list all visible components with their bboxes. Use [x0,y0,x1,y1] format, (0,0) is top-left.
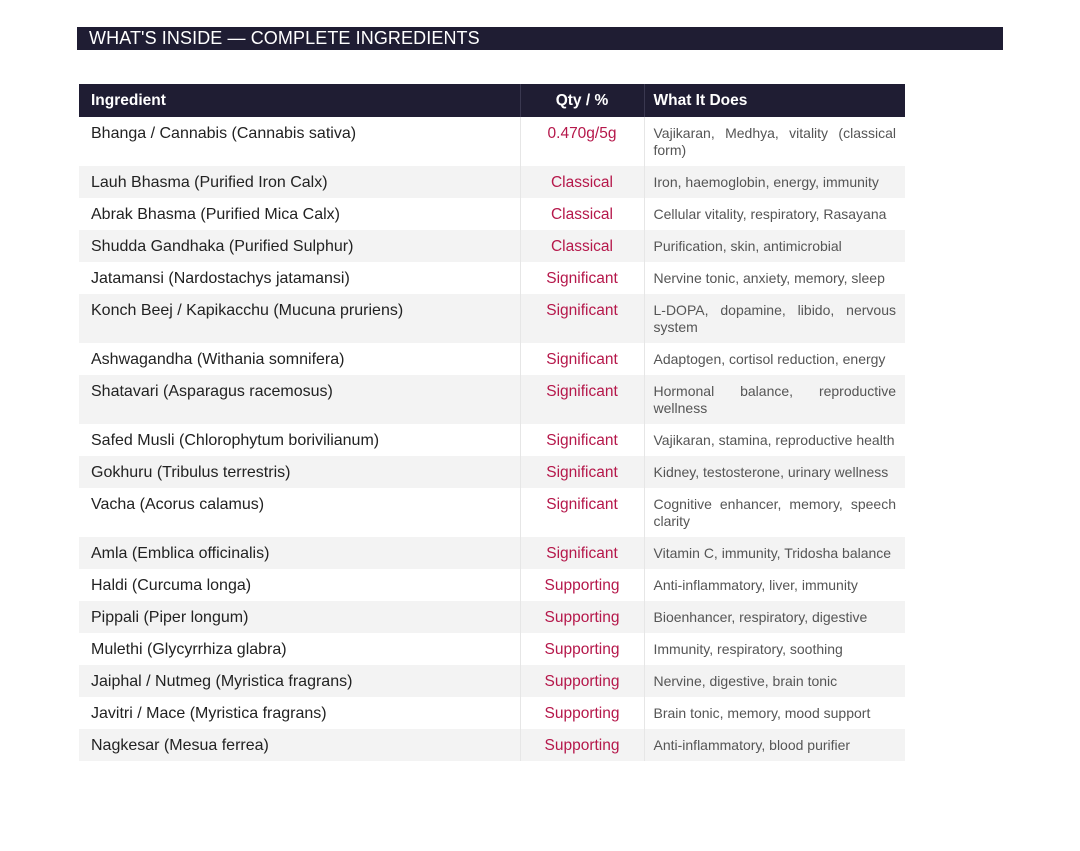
qty-cell: Significant [520,537,644,569]
table-row [79,601,905,633]
column-header-qty: Qty / % [520,84,644,117]
what-cell: Immunity, respiratory, soothing [644,633,905,665]
ingredient-cell: Haldi (Curcuma longa) [79,569,520,601]
what-cell: Iron, haemoglobin, energy, immunity [644,166,905,198]
qty-cell: Significant [520,375,644,424]
table-body [79,117,905,761]
ingredient-cell: Ashwagandha (Withania somnifera) [79,343,520,375]
ingredient-cell: Pippali (Piper longum) [79,601,520,633]
table-row [79,424,905,456]
ingredient-cell: Jaiphal / Nutmeg (Myristica fragrans) [79,665,520,697]
qty-cell: Supporting [520,569,644,601]
what-cell: Purification, skin, antimicrobial [644,230,905,262]
qty-cell: Supporting [520,729,644,761]
table-row [79,166,905,198]
qty-cell: Supporting [520,601,644,633]
column-header-ingredient: Ingredient [79,84,520,117]
qty-cell: Significant [520,424,644,456]
ingredients-table [79,84,905,761]
qty-cell: Supporting [520,633,644,665]
table-row [79,569,905,601]
qty-cell: Classical [520,230,644,262]
ingredient-cell: Abrak Bhasma (Purified Mica Calx) [79,198,520,230]
ingredient-cell: Amla (Emblica officinalis) [79,537,520,569]
what-cell: L-DOPA, dopamine, libido, nervous system [644,294,905,343]
section-banner [77,27,1003,50]
table-row [79,294,905,343]
ingredient-cell: Shatavari (Asparagus racemosus) [79,375,520,424]
what-cell: Nervine tonic, anxiety, memory, sleep [644,262,905,294]
what-cell: Hormonal balance, reproductive wellness [644,375,905,424]
what-cell: Vajikaran, stamina, reproductive health [644,424,905,456]
ingredient-cell: Vacha (Acorus calamus) [79,488,520,537]
table-row [79,665,905,697]
qty-cell: Classical [520,198,644,230]
table-row [79,117,905,166]
table-row [79,456,905,488]
table-header [79,84,905,117]
ingredient-cell: Bhanga / Cannabis (Cannabis sativa) [79,117,520,166]
ingredient-cell: Mulethi (Glycyrrhiza glabra) [79,633,520,665]
ingredient-cell: Konch Beej / Kapikacchu (Mucuna pruriens) [79,294,520,343]
qty-cell: 0.470g/5g [520,117,644,166]
what-cell: Cognitive enhancer, memory, speech clarity [644,488,905,537]
qty-cell: Significant [520,456,644,488]
header-row [79,84,905,117]
ingredient-cell: Safed Musli (Chlorophytum borivilianum) [79,424,520,456]
what-cell: Anti-inflammatory, liver, immunity [644,569,905,601]
qty-cell: Classical [520,166,644,198]
table-row [79,262,905,294]
qty-cell: Significant [520,262,644,294]
ingredient-cell: Gokhuru (Tribulus terrestris) [79,456,520,488]
what-cell: Brain tonic, memory, mood support [644,697,905,729]
table-row [79,697,905,729]
table-row [79,375,905,424]
ingredient-cell: Shudda Gandhaka (Purified Sulphur) [79,230,520,262]
qty-cell: Significant [520,488,644,537]
ingredient-cell: Javitri / Mace (Myristica fragrans) [79,697,520,729]
section-title: WHAT'S INSIDE — COMPLETE INGREDIENTS [89,28,480,48]
table-row [79,230,905,262]
qty-cell: Supporting [520,697,644,729]
ingredient-cell: Nagkesar (Mesua ferrea) [79,729,520,761]
table-row [79,729,905,761]
table-row [79,198,905,230]
ingredient-cell: Jatamansi (Nardostachys jatamansi) [79,262,520,294]
qty-cell: Supporting [520,665,644,697]
table-row [79,488,905,537]
qty-cell: Significant [520,294,644,343]
table-row [79,343,905,375]
what-cell: Vajikaran, Medhya, vitality (classical form) [644,117,905,166]
what-cell: Anti-inflammatory, blood purifier [644,729,905,761]
what-cell: Vitamin C, immunity, Tridosha balance [644,537,905,569]
what-cell: Cellular vitality, respiratory, Rasayana [644,198,905,230]
column-header-what: What It Does [644,84,905,117]
qty-cell: Significant [520,343,644,375]
what-cell: Adaptogen, cortisol reduction, energy [644,343,905,375]
what-cell: Bioenhancer, respiratory, digestive [644,601,905,633]
what-cell: Kidney, testosterone, urinary wellness [644,456,905,488]
table-row [79,633,905,665]
table-row [79,537,905,569]
what-cell: Nervine, digestive, brain tonic [644,665,905,697]
ingredient-cell: Lauh Bhasma (Purified Iron Calx) [79,166,520,198]
